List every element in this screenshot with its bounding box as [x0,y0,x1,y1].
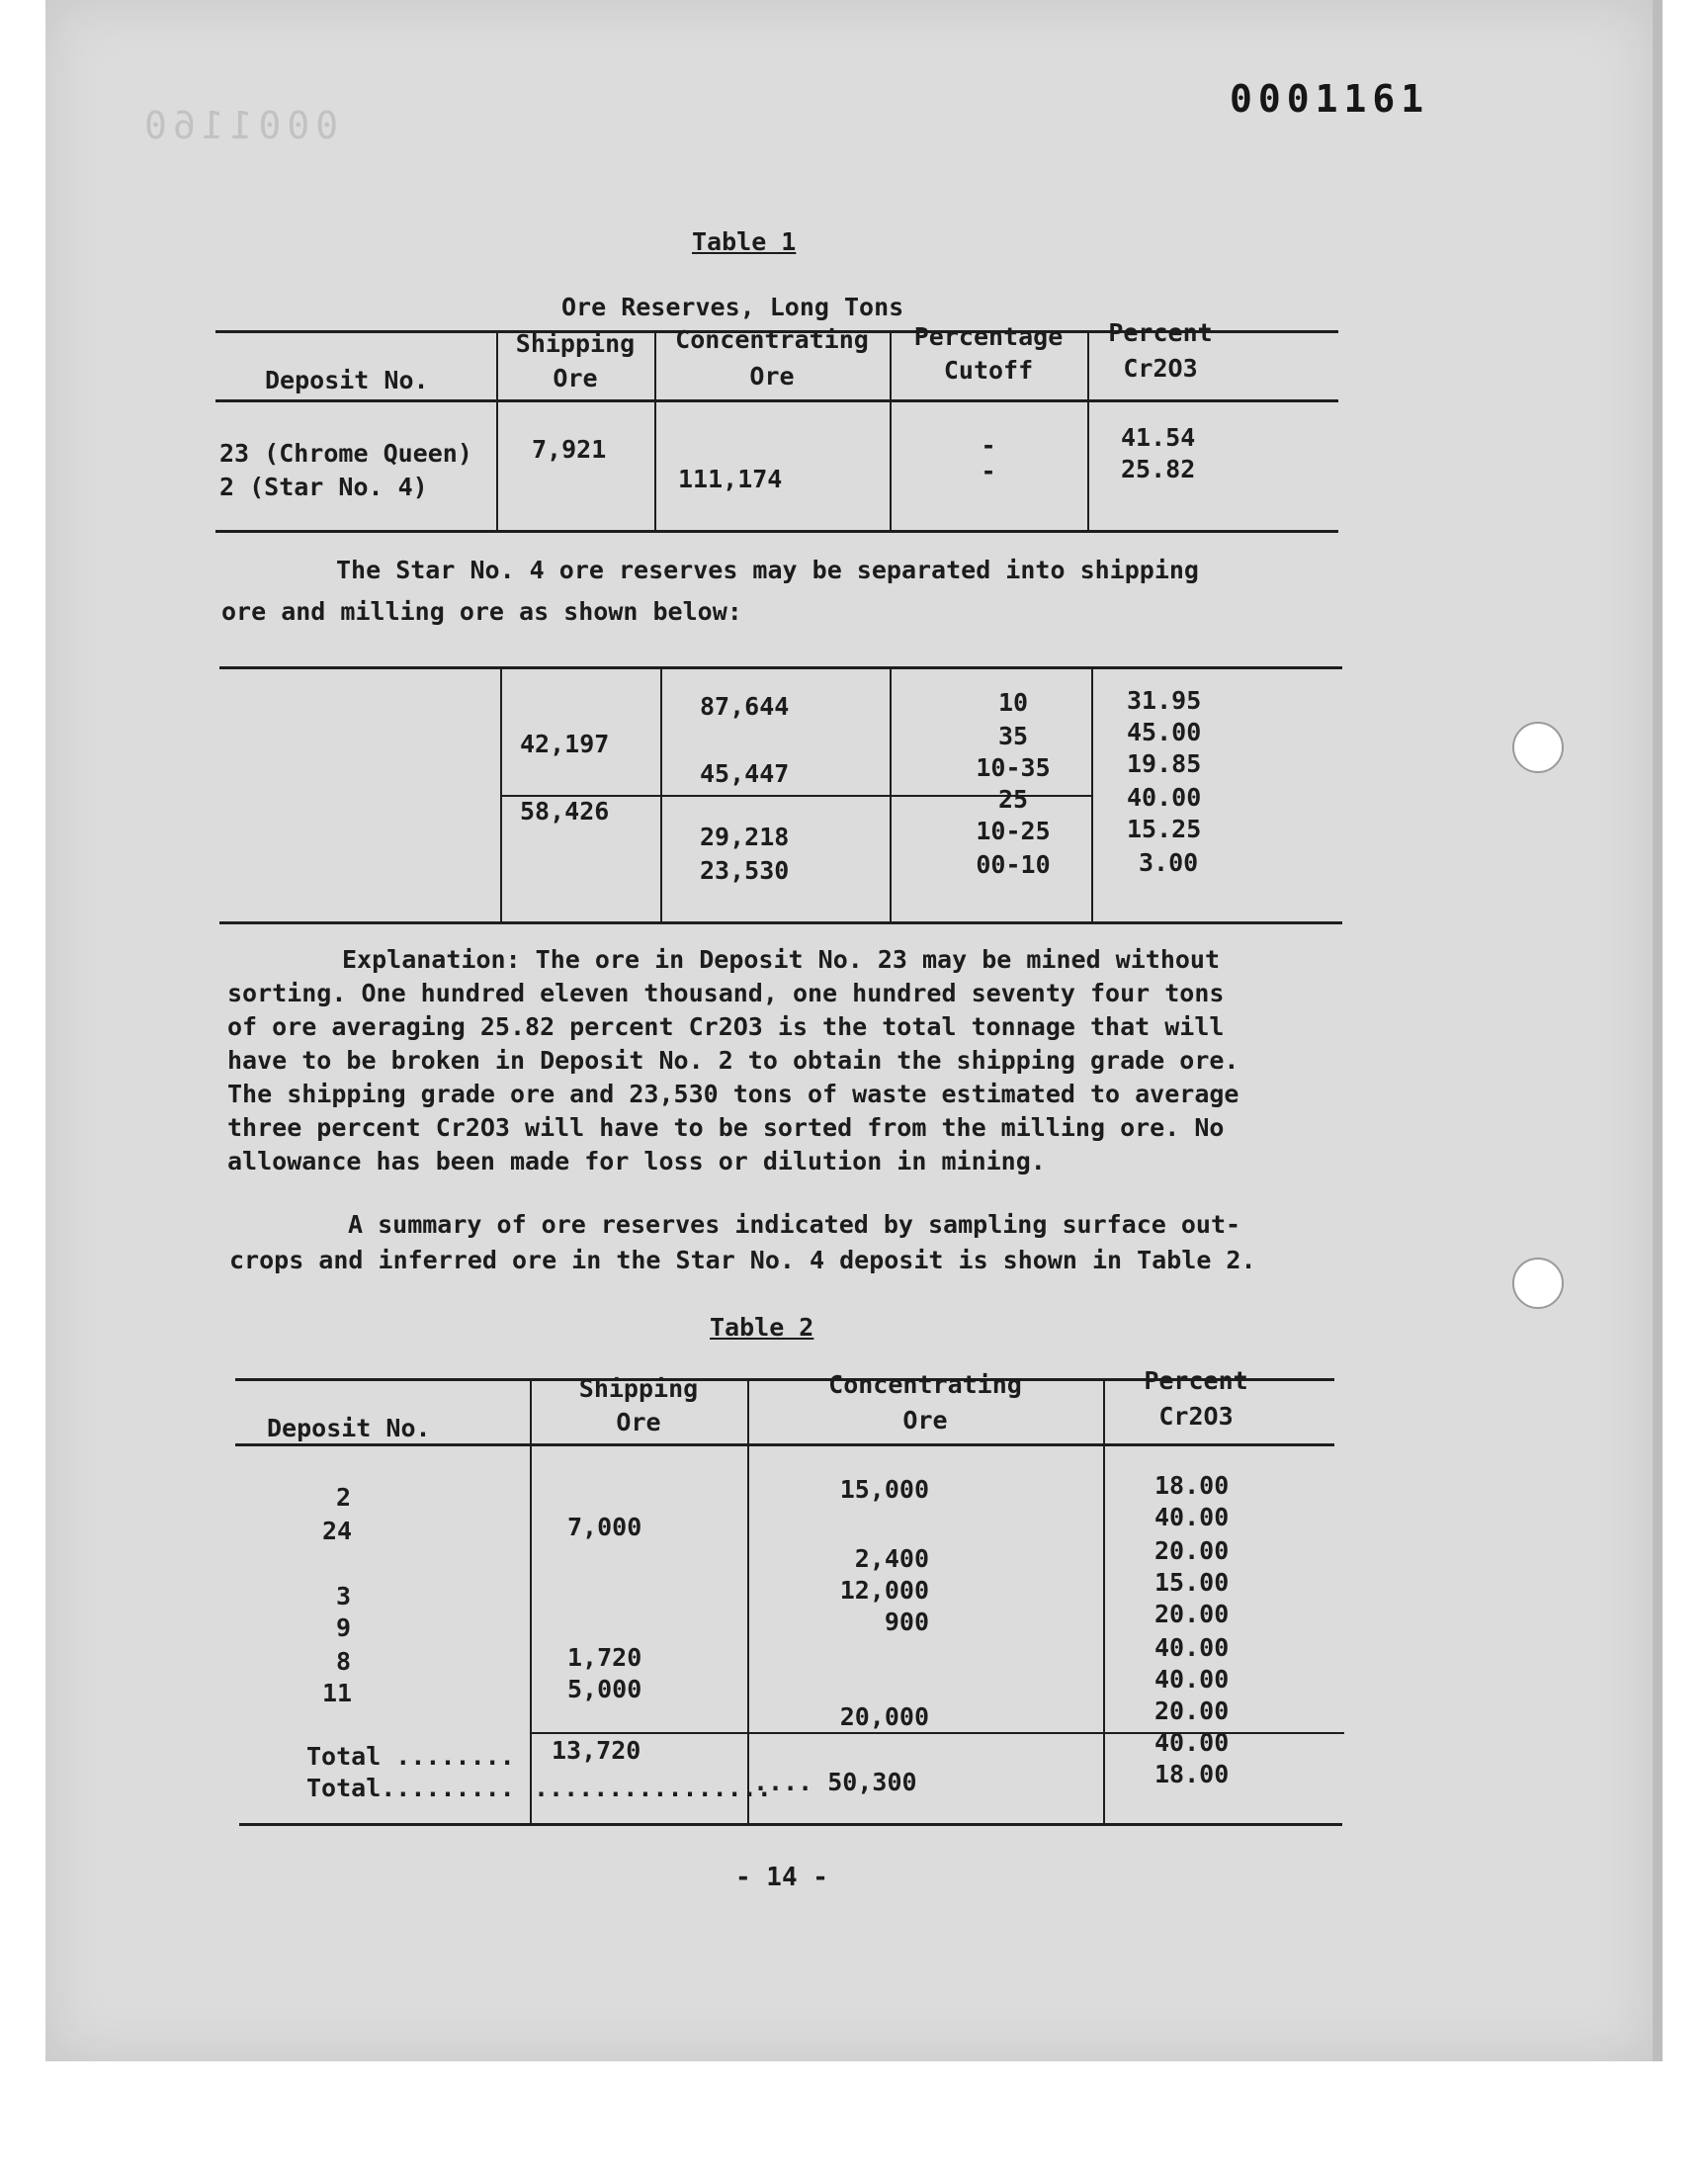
table1-row1-deposit: 23 (Chrome Queen) [219,439,472,468]
summary-line: crops and inferred ore in the Star No. 4 deposit is shown in Table 2. [229,1246,1256,1274]
table2-shipping: 5,000 [567,1675,642,1703]
table2-cr: 20.00 [1154,1536,1230,1565]
star-concentrating-value: 29,218 [700,823,790,851]
table2-bottom-rule [239,1823,1342,1826]
table1-col-divider [496,330,498,530]
star-concentrating-value: 45,447 [700,759,790,788]
explanation-line: The shipping grade ore and 23,530 tons of waste estimated to average [227,1080,1239,1108]
table1-col-divider [654,330,656,530]
star-cutoff-value: 25 [997,785,1029,814]
table2-cr: 40.00 [1154,1503,1230,1531]
star-concentrating-value: 23,530 [700,856,790,885]
star-cr-value: 40.00 [1127,783,1202,812]
table2-header-cr: Percent [1144,1366,1248,1395]
table1-caption: Table 1 [692,227,797,256]
star-table-col-divider [500,666,502,921]
star-cutoff-value: 35 [997,722,1029,750]
table2-cr: 40.00 [1154,1665,1230,1694]
summary-line: A summary of ore reserves indicated by sampling surface out- [348,1210,1241,1239]
star-cutoff-value: 10-35 [976,753,1051,782]
star-table-col-divider [660,666,662,921]
star-cr-value: 15.25 [1127,815,1202,843]
table2-total-concentrating: .... 50,300 [753,1768,917,1796]
bleed-through-number: 0001160 [138,104,339,147]
table2-cr: 18.00 [1154,1471,1230,1500]
intro-line: The Star No. 4 ore reserves may be separated into shipping [336,556,1199,584]
table1-row1-cr: 41.54 [1121,423,1196,452]
table2-total-label: Total ........ [306,1742,515,1771]
table1-bottom-rule [215,530,1338,533]
table1-header-cutoff: Cutoff [943,356,1034,385]
table2-cr: 20.00 [1154,1600,1230,1628]
table1-row2-concentrating: 111,174 [678,465,783,493]
table2-deposit: 11 [322,1679,353,1707]
table2-concentrating: 15,000 [839,1475,929,1504]
table2-shipping: 7,000 [567,1513,642,1541]
table2-header-rule [235,1443,1334,1446]
explanation-line: sorting. One hundred eleven thousand, one hundred seventy four tons [227,979,1225,1007]
page-number: - 14 - [735,1863,828,1892]
table2-header-deposit: Deposit No. [267,1414,431,1442]
table2-concentrating: 900 [884,1608,929,1636]
table2-total-label: Total......... [306,1774,515,1802]
table2-header-shipping: Ore [616,1408,661,1436]
table2-shipping: 1,720 [567,1643,642,1672]
star-cutoff-value: 00-10 [976,850,1051,879]
table2-deposit: 9 [336,1613,352,1642]
star-shipping-value: 58,426 [520,797,610,826]
table1-header-rule [215,399,1338,402]
star-concentrating-value: 87,644 [700,692,790,721]
table1-subtitle: Ore Reserves, Long Tons [561,293,904,321]
star-table-col-divider [1091,666,1093,921]
star-table-bottom-rule [219,921,1342,924]
table2-total-shipping: 13,720 [552,1736,641,1765]
punch-hole-upper [1512,722,1564,773]
star-cr-value: 19.85 [1127,749,1202,778]
explanation-line: allowance has been made for loss or dilution in mining. [227,1147,1046,1175]
table1-row2-cutoff: - [981,457,996,485]
table2-header-cr: Cr2O3 [1158,1402,1234,1431]
table2-cr: 20.00 [1154,1696,1230,1725]
table2-deposit: 24 [322,1517,353,1545]
table2-header-shipping: Shipping [578,1374,699,1403]
table1-header-cr: Percent [1108,318,1213,347]
table2-cr: 18.00 [1154,1760,1230,1788]
star-cr-value: 31.95 [1127,686,1202,715]
table2-total-dots: ................ [534,1774,772,1802]
table1-row1-shipping: 7,921 [532,435,607,464]
table2-deposit: 2 [336,1483,352,1512]
table2-concentrating: 20,000 [839,1702,929,1731]
table1-header-shipping: Ore [553,364,598,392]
table2-deposit: 3 [336,1582,352,1610]
table2-cr: 40.00 [1154,1728,1230,1757]
table2-cr: 40.00 [1154,1633,1230,1662]
table2-cr: 15.00 [1154,1568,1230,1597]
table1-row2-deposit: 2 (Star No. 4) [219,473,428,501]
table1-row2-cr: 25.82 [1121,455,1196,483]
table2-caption: Table 2 [710,1313,814,1342]
document-number: 0001161 [1230,77,1430,121]
star-cr-value: 3.00 [1139,848,1199,877]
explanation-line: have to be broken in Deposit No. 2 to obtain the shipping grade ore. [227,1046,1239,1075]
explanation-line: of ore averaging 25.82 percent Cr2O3 is the total tonnage that will [227,1012,1225,1041]
table2-header-concentrating: Concentrating [828,1370,1022,1399]
star-table-top-rule [219,666,1342,669]
table1-header-deposit: Deposit No. [265,366,429,394]
star-table-col-divider [890,666,892,921]
table2-deposit: 8 [336,1647,352,1676]
table1-row1-cutoff: - [981,431,996,460]
explanation-line: Explanation: The ore in Deposit No. 23 may be mined without [342,945,1221,974]
table1-header-cr: Cr2O3 [1123,354,1198,383]
table1-header-cutoff: Percentage [913,322,1064,351]
intro-line: ore and milling ore as shown below: [221,597,742,626]
table2-concentrating: 12,000 [839,1576,929,1605]
star-cutoff-value: 10 [997,688,1029,717]
star-cr-value: 45.00 [1127,718,1202,746]
page-edge [1653,0,1663,2061]
table1-header-concentrating: Ore [749,362,795,391]
punch-hole-lower [1512,1258,1564,1309]
star-shipping-value: 42,197 [520,730,610,758]
table2-header-concentrating: Ore [902,1406,948,1435]
table1-header-concentrating: Concentrating [675,325,869,354]
table2-concentrating: 2,400 [854,1544,929,1573]
table1-header-shipping: Shipping [515,329,636,358]
star-cutoff-value: 10-25 [976,817,1051,845]
explanation-line: three percent Cr2O3 will have to be sorted from the milling ore. No [227,1113,1225,1142]
